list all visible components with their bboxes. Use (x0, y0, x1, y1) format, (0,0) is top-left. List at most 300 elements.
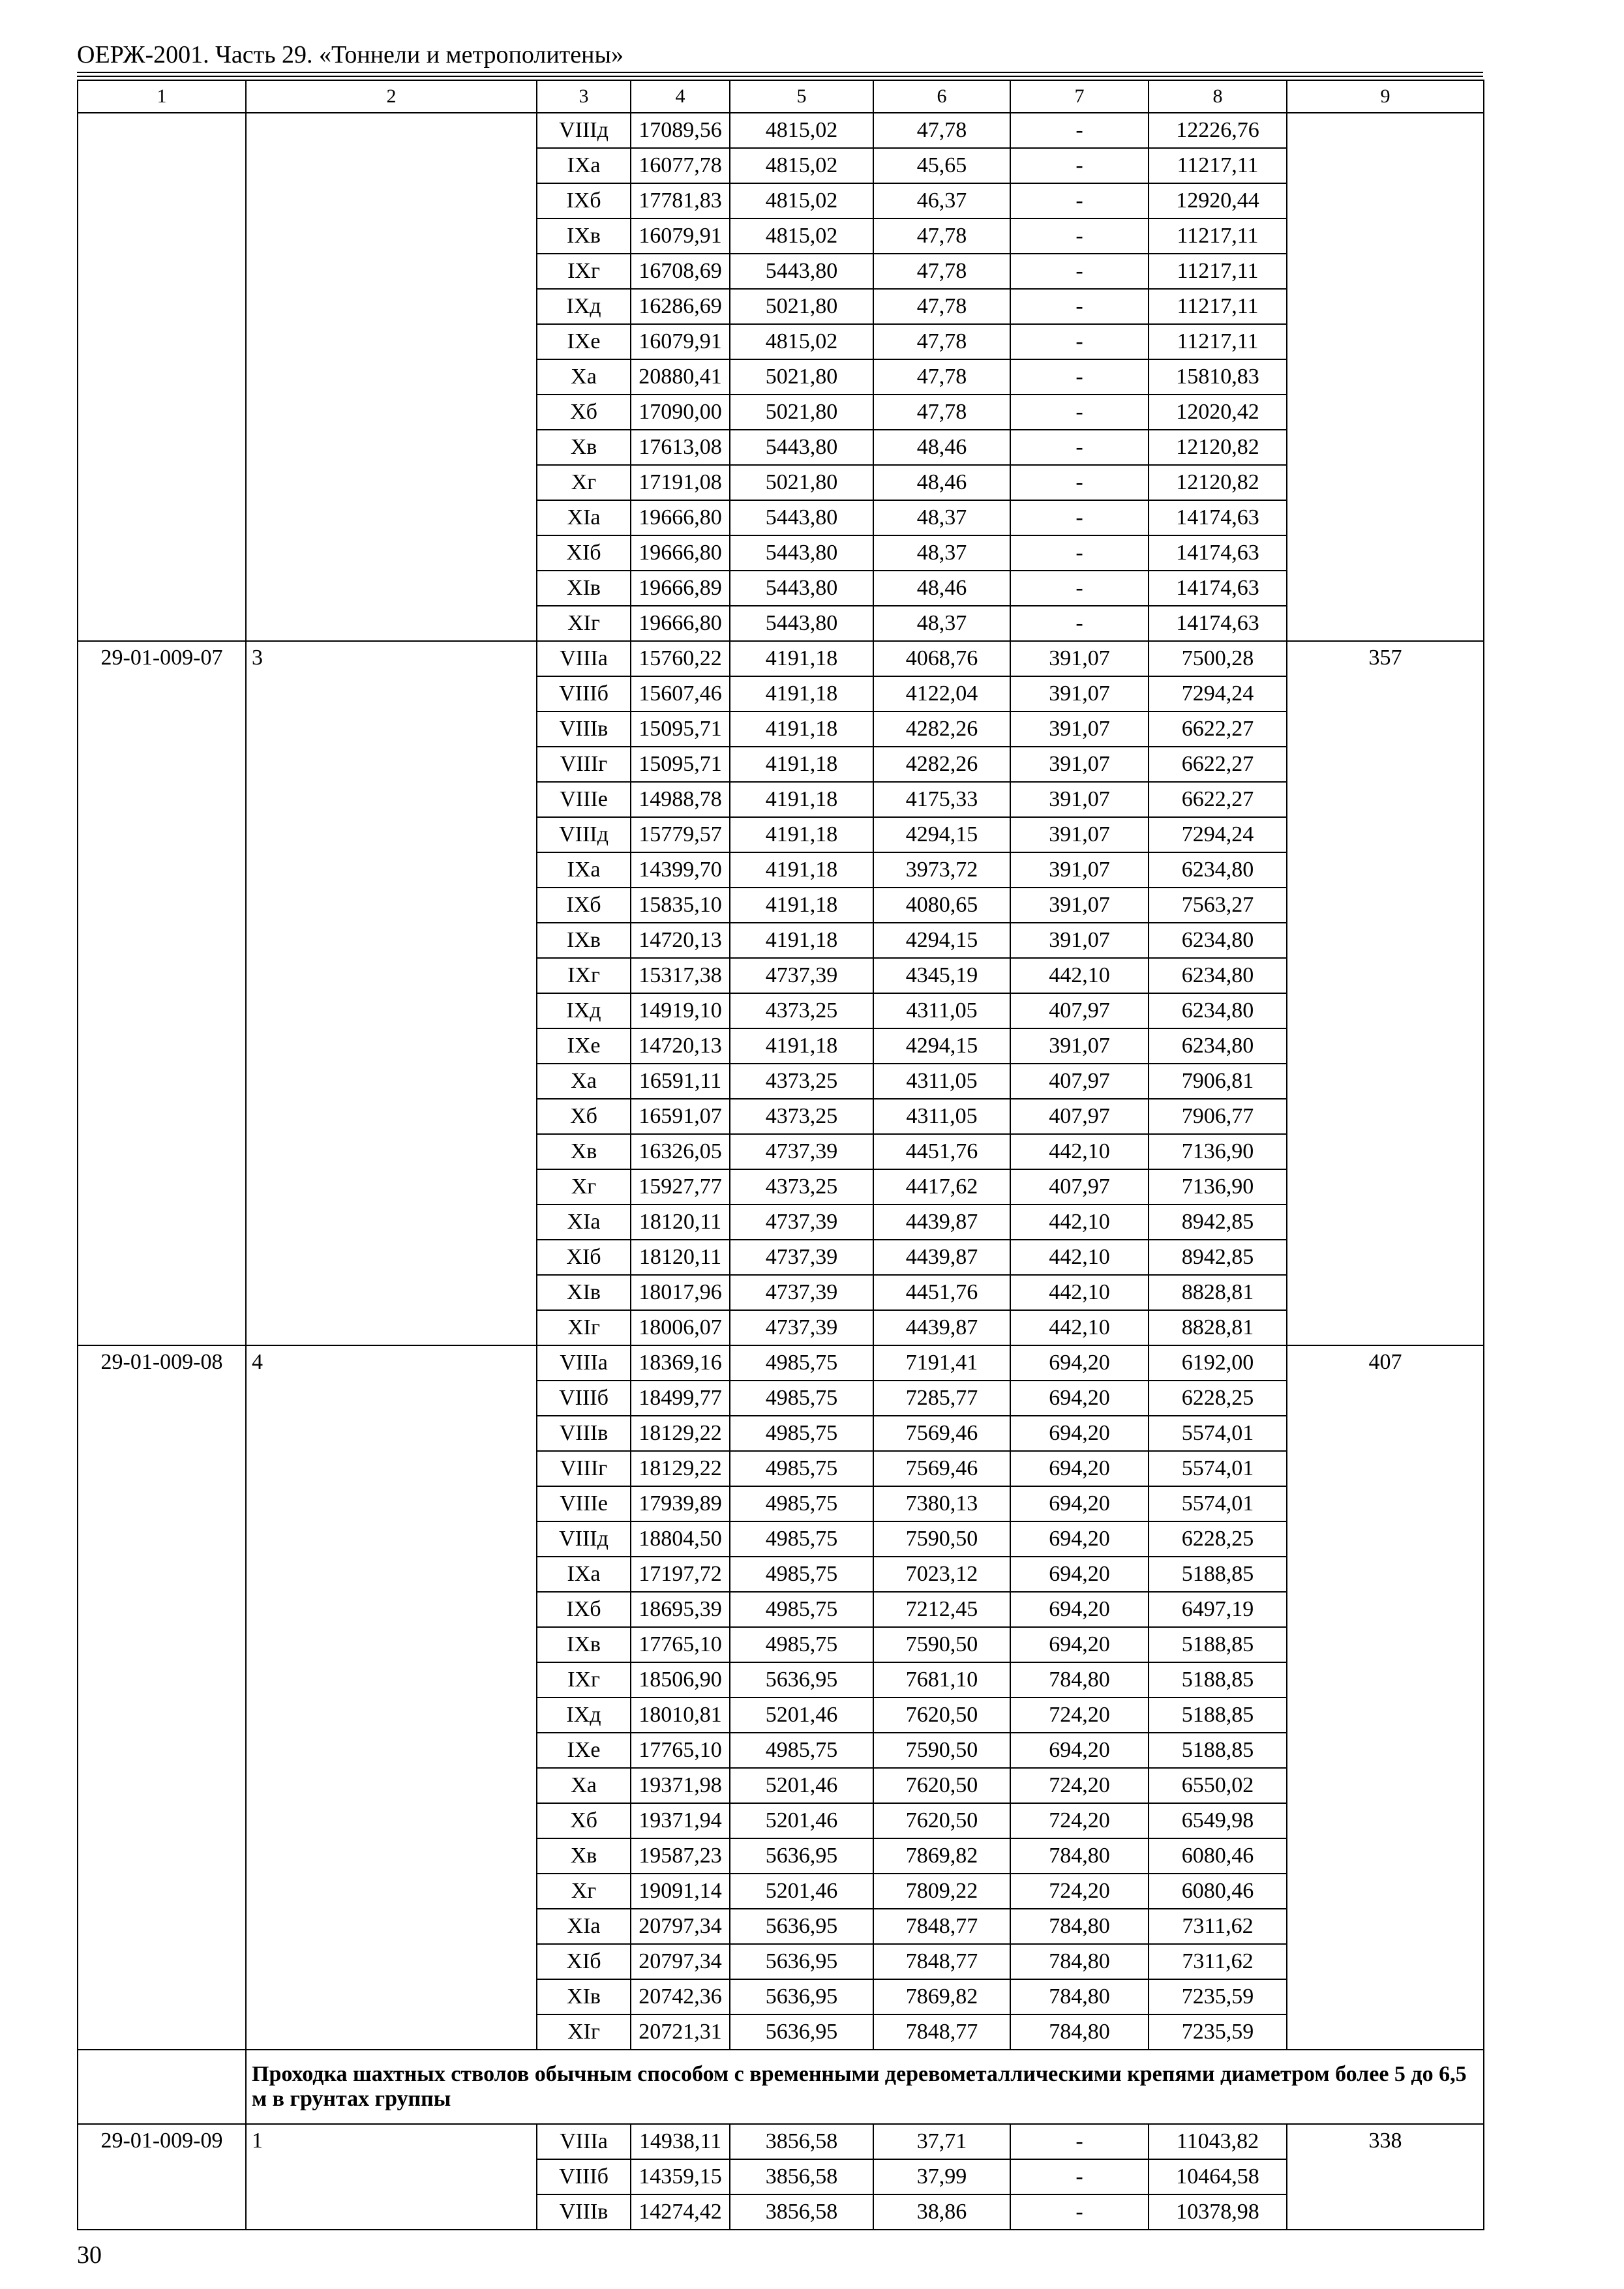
wages-cell: 4737,39 (730, 1134, 873, 1169)
total-cost-cell: 15317,38 (631, 958, 730, 993)
soil-group-cell: IXа (537, 148, 631, 183)
materials-cell: 7500,28 (1149, 641, 1287, 676)
wages-cell: 4815,02 (730, 183, 873, 218)
machines-cell: 7848,77 (873, 2014, 1010, 2050)
machinists-wages-cell: - (1010, 535, 1149, 571)
rate-code-cell (78, 113, 246, 641)
machinists-wages-cell: 694,20 (1010, 1627, 1149, 1662)
machines-cell: 7590,50 (873, 1521, 1010, 1557)
machinists-wages-cell: - (1010, 430, 1149, 465)
wages-cell: 5636,95 (730, 1838, 873, 1874)
soil-group-cell: Xг (537, 1169, 631, 1204)
total-cost-cell: 18017,96 (631, 1275, 730, 1310)
machines-cell: 4311,05 (873, 993, 1010, 1028)
wages-cell: 5021,80 (730, 395, 873, 430)
soil-group-cell: XIа (537, 1204, 631, 1240)
soil-group-cell: IXе (537, 1733, 631, 1768)
wages-cell: 5636,95 (730, 1944, 873, 1979)
total-cost-cell: 17090,00 (631, 395, 730, 430)
machines-cell: 7620,50 (873, 1768, 1010, 1803)
materials-cell: 6234,80 (1149, 958, 1287, 993)
labor-cost-cell: 357 (1287, 641, 1484, 1345)
soil-group-cell: Xв (537, 1134, 631, 1169)
column-header: 4 (631, 80, 730, 113)
machines-cell: 48,37 (873, 500, 1010, 535)
labor-cost-cell (1287, 113, 1484, 641)
machines-cell: 4311,05 (873, 1099, 1010, 1134)
wages-cell: 5201,46 (730, 1768, 873, 1803)
machines-cell: 4294,15 (873, 1028, 1010, 1064)
machines-cell: 37,99 (873, 2159, 1010, 2194)
materials-cell: 12920,44 (1149, 183, 1287, 218)
machines-cell: 7681,10 (873, 1662, 1010, 1698)
machines-cell: 4439,87 (873, 1204, 1010, 1240)
wages-cell: 4815,02 (730, 148, 873, 183)
rate-code-cell: 29-01-009-08 (78, 1345, 246, 2050)
machines-cell: 4345,19 (873, 958, 1010, 993)
machines-cell: 4294,15 (873, 923, 1010, 958)
soil-group-cell: VIIIг (537, 1451, 631, 1486)
rate-number-cell (246, 113, 537, 641)
soil-group-cell: VIIIв (537, 711, 631, 747)
total-cost-cell: 18120,11 (631, 1204, 730, 1240)
soil-group-cell: IXд (537, 1698, 631, 1733)
machinists-wages-cell: 724,20 (1010, 1768, 1149, 1803)
machines-cell: 48,37 (873, 606, 1010, 641)
materials-cell: 7906,81 (1149, 1064, 1287, 1099)
machines-cell: 4417,62 (873, 1169, 1010, 1204)
total-cost-cell: 15095,71 (631, 747, 730, 782)
soil-group-cell: Xа (537, 1064, 631, 1099)
wages-cell: 5443,80 (730, 254, 873, 289)
soil-group-cell: VIIIв (537, 2194, 631, 2230)
total-cost-cell: 20742,36 (631, 1979, 730, 2014)
machinists-wages-cell: 391,07 (1010, 676, 1149, 711)
soil-group-cell: VIIIд (537, 817, 631, 852)
machines-cell: 4068,76 (873, 641, 1010, 676)
wages-cell: 4737,39 (730, 1275, 873, 1310)
total-cost-cell: 18129,22 (631, 1416, 730, 1451)
machinists-wages-cell: 694,20 (1010, 1592, 1149, 1627)
materials-cell: 14174,63 (1149, 571, 1287, 606)
soil-group-cell: XIг (537, 1310, 631, 1345)
total-cost-cell: 20880,41 (631, 359, 730, 395)
machinists-wages-cell: - (1010, 324, 1149, 359)
wages-cell: 4191,18 (730, 888, 873, 923)
machines-cell: 48,46 (873, 571, 1010, 606)
machines-cell: 46,37 (873, 183, 1010, 218)
total-cost-cell: 17191,08 (631, 465, 730, 500)
materials-cell: 14174,63 (1149, 606, 1287, 641)
soil-group-cell: Xв (537, 430, 631, 465)
total-cost-cell: 16326,05 (631, 1134, 730, 1169)
soil-group-cell: VIIIа (537, 2124, 631, 2159)
soil-group-cell: IXв (537, 218, 631, 254)
table-row (78, 1345, 1484, 1381)
wages-cell: 5443,80 (730, 571, 873, 606)
wages-cell: 5636,95 (730, 1909, 873, 1944)
materials-cell: 12120,82 (1149, 430, 1287, 465)
machinists-wages-cell: 784,80 (1010, 1979, 1149, 2014)
wages-cell: 4373,25 (730, 1099, 873, 1134)
machinists-wages-cell: 391,07 (1010, 641, 1149, 676)
wages-cell: 5443,80 (730, 430, 873, 465)
soil-group-cell: Xб (537, 1099, 631, 1134)
wages-cell: 4191,18 (730, 747, 873, 782)
total-cost-cell: 19666,80 (631, 535, 730, 571)
materials-cell: 5188,85 (1149, 1698, 1287, 1733)
total-cost-cell: 14399,70 (631, 852, 730, 888)
materials-cell: 11217,11 (1149, 148, 1287, 183)
soil-group-cell: VIIIг (537, 747, 631, 782)
machinists-wages-cell: - (1010, 2124, 1149, 2159)
machinists-wages-cell: 391,07 (1010, 817, 1149, 852)
soil-group-cell: Xа (537, 1768, 631, 1803)
soil-group-cell: VIIIб (537, 1381, 631, 1416)
machines-cell: 7620,50 (873, 1803, 1010, 1838)
materials-cell: 11217,11 (1149, 218, 1287, 254)
total-cost-cell: 16077,78 (631, 148, 730, 183)
wages-cell: 3856,58 (730, 2159, 873, 2194)
soil-group-cell: IXв (537, 1627, 631, 1662)
machinists-wages-cell: 391,07 (1010, 782, 1149, 817)
materials-cell: 5574,01 (1149, 1416, 1287, 1451)
materials-cell: 6550,02 (1149, 1768, 1287, 1803)
soil-group-cell: XIв (537, 1275, 631, 1310)
machines-cell: 48,46 (873, 465, 1010, 500)
materials-cell: 11217,11 (1149, 324, 1287, 359)
machinists-wages-cell: 391,07 (1010, 747, 1149, 782)
total-cost-cell: 19371,98 (631, 1768, 730, 1803)
soil-group-cell: VIIIа (537, 641, 631, 676)
soil-group-cell: VIIIа (537, 1345, 631, 1381)
machines-cell: 47,78 (873, 218, 1010, 254)
machines-cell: 4451,76 (873, 1134, 1010, 1169)
total-cost-cell: 14919,10 (631, 993, 730, 1028)
machinists-wages-cell: 694,20 (1010, 1733, 1149, 1768)
materials-cell: 5188,85 (1149, 1662, 1287, 1698)
column-number-row (78, 80, 1484, 113)
total-cost-cell: 16591,07 (631, 1099, 730, 1134)
materials-cell: 12120,82 (1149, 465, 1287, 500)
machines-cell: 7869,82 (873, 1838, 1010, 1874)
column-header: 6 (873, 80, 1010, 113)
soil-group-cell: XIв (537, 1979, 631, 2014)
soil-group-cell: VIIIб (537, 2159, 631, 2194)
table-body (78, 113, 1484, 2230)
soil-group-cell: Xг (537, 465, 631, 500)
machinists-wages-cell: - (1010, 289, 1149, 324)
total-cost-cell: 19666,80 (631, 606, 730, 641)
soil-group-cell: VIIIд (537, 1521, 631, 1557)
soil-group-cell: IXа (537, 1557, 631, 1592)
machines-cell: 7590,50 (873, 1733, 1010, 1768)
labor-cost-cell: 407 (1287, 1345, 1484, 2050)
machinists-wages-cell: 407,97 (1010, 1099, 1149, 1134)
machinists-wages-cell: 784,80 (1010, 1909, 1149, 1944)
total-cost-cell: 18506,90 (631, 1662, 730, 1698)
soil-group-cell: XIа (537, 1909, 631, 1944)
wages-cell: 4191,18 (730, 852, 873, 888)
soil-group-cell: XIг (537, 2014, 631, 2050)
machinists-wages-cell: - (1010, 359, 1149, 395)
total-cost-cell: 16708,69 (631, 254, 730, 289)
materials-cell: 6228,25 (1149, 1521, 1287, 1557)
wages-cell: 3856,58 (730, 2124, 873, 2159)
wages-cell: 5201,46 (730, 1803, 873, 1838)
machinists-wages-cell: 694,20 (1010, 1416, 1149, 1451)
total-cost-cell: 15607,46 (631, 676, 730, 711)
materials-cell: 6228,25 (1149, 1381, 1287, 1416)
wages-cell: 4737,39 (730, 958, 873, 993)
materials-cell: 5188,85 (1149, 1733, 1287, 1768)
total-cost-cell: 18006,07 (631, 1310, 730, 1345)
materials-cell: 6080,46 (1149, 1838, 1287, 1874)
soil-group-cell: XIб (537, 1240, 631, 1275)
rate-number-cell: 4 (246, 1345, 537, 2050)
machines-cell: 7212,45 (873, 1592, 1010, 1627)
machines-cell: 7848,77 (873, 1909, 1010, 1944)
wages-cell: 3856,58 (730, 2194, 873, 2230)
machinists-wages-cell: 391,07 (1010, 852, 1149, 888)
total-cost-cell: 18804,50 (631, 1521, 730, 1557)
materials-cell: 12226,76 (1149, 113, 1287, 148)
wages-cell: 4985,75 (730, 1451, 873, 1486)
materials-cell: 5188,85 (1149, 1557, 1287, 1592)
machinists-wages-cell: 391,07 (1010, 888, 1149, 923)
materials-cell: 10378,98 (1149, 2194, 1287, 2230)
materials-cell: 6622,27 (1149, 711, 1287, 747)
machinists-wages-cell: 442,10 (1010, 1204, 1149, 1240)
total-cost-cell: 19666,89 (631, 571, 730, 606)
machines-cell: 7590,50 (873, 1627, 1010, 1662)
wages-cell: 4373,25 (730, 1064, 873, 1099)
total-cost-cell: 17765,10 (631, 1627, 730, 1662)
soil-group-cell: IXа (537, 852, 631, 888)
table-row (78, 2124, 1484, 2159)
total-cost-cell: 16591,11 (631, 1064, 730, 1099)
page-number: 30 (77, 2241, 102, 2269)
machinists-wages-cell: 694,20 (1010, 1451, 1149, 1486)
total-cost-cell: 14988,78 (631, 782, 730, 817)
materials-cell: 7311,62 (1149, 1944, 1287, 1979)
soil-group-cell: Xв (537, 1838, 631, 1874)
materials-cell: 7906,77 (1149, 1099, 1287, 1134)
soil-group-cell: VIIIд (537, 113, 631, 148)
total-cost-cell: 15779,57 (631, 817, 730, 852)
materials-cell: 6622,27 (1149, 782, 1287, 817)
total-cost-cell: 18369,16 (631, 1345, 730, 1381)
wages-cell: 5201,46 (730, 1874, 873, 1909)
wages-cell: 4985,75 (730, 1381, 873, 1416)
total-cost-cell: 17613,08 (631, 430, 730, 465)
total-cost-cell: 18129,22 (631, 1451, 730, 1486)
total-cost-cell: 16079,91 (631, 324, 730, 359)
rate-number-cell: 3 (246, 641, 537, 1345)
materials-cell: 8828,81 (1149, 1310, 1287, 1345)
machines-cell: 47,78 (873, 359, 1010, 395)
soil-group-cell: Xб (537, 1803, 631, 1838)
machines-cell: 4311,05 (873, 1064, 1010, 1099)
machines-cell: 7620,50 (873, 1698, 1010, 1733)
wages-cell: 4737,39 (730, 1310, 873, 1345)
machinists-wages-cell: - (1010, 254, 1149, 289)
machines-cell: 7869,82 (873, 1979, 1010, 2014)
machines-cell: 7191,41 (873, 1345, 1010, 1381)
machinists-wages-cell: 694,20 (1010, 1345, 1149, 1381)
machinists-wages-cell: 407,97 (1010, 1064, 1149, 1099)
wages-cell: 4985,75 (730, 1557, 873, 1592)
machines-cell: 4294,15 (873, 817, 1010, 852)
wages-cell: 4985,75 (730, 1592, 873, 1627)
machinists-wages-cell: 391,07 (1010, 923, 1149, 958)
materials-cell: 14174,63 (1149, 535, 1287, 571)
wages-cell: 4985,75 (730, 1521, 873, 1557)
total-cost-cell: 16286,69 (631, 289, 730, 324)
materials-cell: 11217,11 (1149, 254, 1287, 289)
wages-cell: 4373,25 (730, 1169, 873, 1204)
total-cost-cell: 14359,15 (631, 2159, 730, 2194)
total-cost-cell: 17089,56 (631, 113, 730, 148)
machinists-wages-cell: - (1010, 395, 1149, 430)
total-cost-cell: 17781,83 (631, 183, 730, 218)
labor-cost-cell: 338 (1287, 2124, 1484, 2230)
machinists-wages-cell: 694,20 (1010, 1486, 1149, 1521)
machines-cell: 4282,26 (873, 747, 1010, 782)
machines-cell: 4080,65 (873, 888, 1010, 923)
wages-cell: 5201,46 (730, 1698, 873, 1733)
materials-cell: 11217,11 (1149, 289, 1287, 324)
total-cost-cell: 20797,34 (631, 1944, 730, 1979)
total-cost-cell: 14720,13 (631, 923, 730, 958)
wages-cell: 4191,18 (730, 711, 873, 747)
column-header: 9 (1287, 80, 1484, 113)
machines-cell: 4439,87 (873, 1240, 1010, 1275)
total-cost-cell: 20797,34 (631, 1909, 730, 1944)
machinists-wages-cell: - (1010, 606, 1149, 641)
rate-code-cell: 29-01-009-07 (78, 641, 246, 1345)
total-cost-cell: 14938,11 (631, 2124, 730, 2159)
section-title: Проходка шахтных стволов обычным способом с временными деревометаллическими крепями диаметром более 5 до 6,5 м в грунтах группы (246, 2050, 1484, 2124)
wages-cell: 4191,18 (730, 782, 873, 817)
soil-group-cell: XIг (537, 606, 631, 641)
materials-cell: 7136,90 (1149, 1134, 1287, 1169)
machines-cell: 7569,46 (873, 1451, 1010, 1486)
machinists-wages-cell: 724,20 (1010, 1803, 1149, 1838)
wages-cell: 5636,95 (730, 1979, 873, 2014)
materials-cell: 7235,59 (1149, 2014, 1287, 2050)
total-cost-cell: 14720,13 (631, 1028, 730, 1064)
soil-group-cell: XIа (537, 500, 631, 535)
materials-cell: 15810,83 (1149, 359, 1287, 395)
soil-group-cell: IXе (537, 1028, 631, 1064)
soil-group-cell: IXг (537, 1662, 631, 1698)
materials-cell: 7311,62 (1149, 1909, 1287, 1944)
total-cost-cell: 18499,77 (631, 1381, 730, 1416)
wages-cell: 4815,02 (730, 218, 873, 254)
soil-group-cell: XIб (537, 1944, 631, 1979)
materials-cell: 6497,19 (1149, 1592, 1287, 1627)
wages-cell: 4191,18 (730, 923, 873, 958)
machines-cell: 7848,77 (873, 1944, 1010, 1979)
machinists-wages-cell: 391,07 (1010, 711, 1149, 747)
machinists-wages-cell: 442,10 (1010, 1310, 1149, 1345)
table-row (78, 641, 1484, 676)
column-header: 1 (78, 80, 246, 113)
machinists-wages-cell: - (1010, 148, 1149, 183)
wages-cell: 4815,02 (730, 113, 873, 148)
machinists-wages-cell: 724,20 (1010, 1698, 1149, 1733)
machinists-wages-cell: - (1010, 465, 1149, 500)
page-header-title: ОЕРЖ-2001. Часть 29. «Тоннели и метрополитены» (77, 41, 624, 68)
machinists-wages-cell: 442,10 (1010, 958, 1149, 993)
total-cost-cell: 18695,39 (631, 1592, 730, 1627)
soil-group-cell: VIIIе (537, 782, 631, 817)
section-blank-cell (78, 2050, 246, 2124)
wages-cell: 4191,18 (730, 676, 873, 711)
materials-cell: 12020,42 (1149, 395, 1287, 430)
materials-cell: 6622,27 (1149, 747, 1287, 782)
machinists-wages-cell: 442,10 (1010, 1275, 1149, 1310)
total-cost-cell: 15095,71 (631, 711, 730, 747)
machines-cell: 47,78 (873, 113, 1010, 148)
total-cost-cell: 18010,81 (631, 1698, 730, 1733)
wages-cell: 4985,75 (730, 1345, 873, 1381)
machines-cell: 45,65 (873, 148, 1010, 183)
rate-number-cell: 1 (246, 2124, 537, 2230)
wages-cell: 5021,80 (730, 289, 873, 324)
machines-cell: 7569,46 (873, 1416, 1010, 1451)
wages-cell: 5443,80 (730, 606, 873, 641)
soil-group-cell: IXб (537, 1592, 631, 1627)
machines-cell: 4282,26 (873, 711, 1010, 747)
machinists-wages-cell: 694,20 (1010, 1381, 1149, 1416)
wages-cell: 4191,18 (730, 817, 873, 852)
wages-cell: 4191,18 (730, 641, 873, 676)
machinists-wages-cell: 694,20 (1010, 1521, 1149, 1557)
machinists-wages-cell: - (1010, 571, 1149, 606)
machines-cell: 47,78 (873, 289, 1010, 324)
materials-cell: 11043,82 (1149, 2124, 1287, 2159)
machinists-wages-cell: 407,97 (1010, 993, 1149, 1028)
machines-cell: 7023,12 (873, 1557, 1010, 1592)
machinists-wages-cell: 694,20 (1010, 1557, 1149, 1592)
machines-cell: 47,78 (873, 395, 1010, 430)
wages-cell: 4985,75 (730, 1486, 873, 1521)
header-rule-bottom (77, 76, 1483, 77)
materials-cell: 10464,58 (1149, 2159, 1287, 2194)
machines-cell: 4439,87 (873, 1310, 1010, 1345)
machinists-wages-cell: - (1010, 2159, 1149, 2194)
rate-code-cell: 29-01-009-09 (78, 2124, 246, 2230)
machinists-wages-cell: - (1010, 2194, 1149, 2230)
materials-cell: 5574,01 (1149, 1451, 1287, 1486)
soil-group-cell: Xг (537, 1874, 631, 1909)
soil-group-cell: VIIIв (537, 1416, 631, 1451)
soil-group-cell: IXб (537, 888, 631, 923)
soil-group-cell: VIIIб (537, 676, 631, 711)
total-cost-cell: 19666,80 (631, 500, 730, 535)
column-header: 5 (730, 80, 873, 113)
wages-cell: 5636,95 (730, 1662, 873, 1698)
machinists-wages-cell: 784,80 (1010, 2014, 1149, 2050)
machines-cell: 7380,13 (873, 1486, 1010, 1521)
machines-cell: 47,78 (873, 254, 1010, 289)
machinists-wages-cell: - (1010, 500, 1149, 535)
machinists-wages-cell: 784,80 (1010, 1838, 1149, 1874)
wages-cell: 5636,95 (730, 2014, 873, 2050)
soil-group-cell: IXв (537, 923, 631, 958)
